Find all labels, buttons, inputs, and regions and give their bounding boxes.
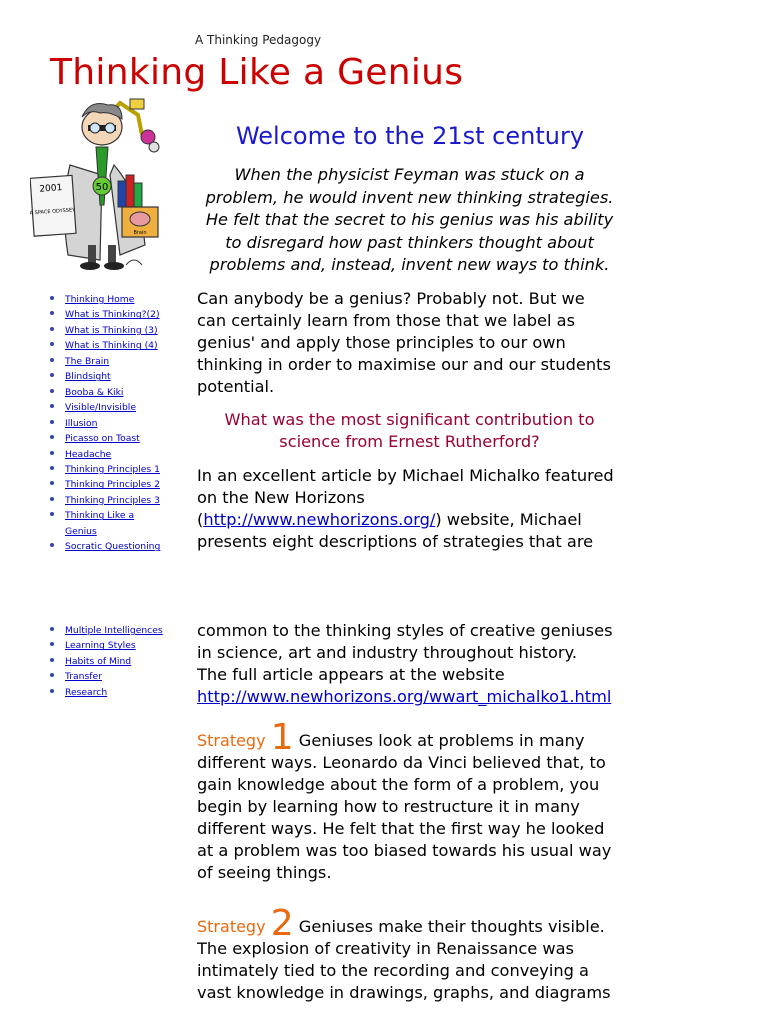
strategy-text: Geniuses make their thoughts visible. <box>293 917 605 936</box>
nav-item <box>50 508 160 539</box>
nav-link-transfer[interactable]: Transfer <box>65 671 102 683</box>
nav-link-what-is-thinking-3[interactable]: What is Thinking (3) <box>65 324 158 336</box>
paragraph-text: ) website, Michael <box>435 510 582 529</box>
sign-year: 2001 <box>39 183 63 195</box>
nav-item <box>50 416 160 431</box>
question-line: What was the most significant contribution to <box>224 410 595 429</box>
nav-list-primary <box>50 292 160 555</box>
strategy-line: different ways. Leonardo da Vinci believed that, to <box>197 753 606 772</box>
nav-link-thinking-like-a-genius-cont[interactable]: Genius <box>65 525 97 537</box>
strategy-text: Geniuses look at problems in many <box>293 731 585 750</box>
nav-link-what-is-thinking-4[interactable]: What is Thinking (4) <box>65 340 158 352</box>
nav-item <box>50 292 160 307</box>
nav-link-the-brain[interactable]: The Brain <box>65 355 110 367</box>
article-paragraph <box>197 620 632 708</box>
nav-item <box>50 623 163 638</box>
genius-cartoon-illustration <box>30 95 178 273</box>
michalko-paragraph <box>197 465 632 553</box>
bullet-icon <box>50 327 54 331</box>
nav-link-thinking-like-a-genius[interactable]: Thinking Like a <box>65 510 135 522</box>
nav-link-blindsight[interactable]: Blindsight <box>65 371 111 383</box>
strategy-label: Strategy <box>197 917 266 936</box>
question-line: science from Ernest Rutherford? <box>279 432 540 451</box>
intro-line: potential. <box>197 377 275 396</box>
nav-item <box>50 638 163 653</box>
intro-line: thinking in order to maximise our and our students <box>197 355 611 374</box>
quote-line: problem, he would invent new thinking strategies. <box>205 187 614 207</box>
nav-item <box>50 462 160 477</box>
newhorizons-link[interactable]: http://www.newhorizons.org/ <box>203 510 436 529</box>
nav-link-learning-styles[interactable]: Learning Styles <box>65 640 136 652</box>
nav-link-headache[interactable]: Headache <box>65 448 112 460</box>
quote-line: to disregard how past thinkers thought about <box>225 232 594 252</box>
strategy-line: The explosion of creativity in Renaissance was <box>197 939 574 958</box>
strategy-number: 1 <box>270 717 294 758</box>
nav-item <box>50 400 160 415</box>
badge-text: 50 <box>95 182 109 193</box>
nav-item <box>50 447 160 462</box>
bullet-icon <box>50 543 54 547</box>
strategy-label: Strategy <box>197 731 266 750</box>
strategy-line: intimately tied to the recording and conveying a <box>197 961 589 980</box>
rutherford-question <box>197 409 622 453</box>
paren-open: ( <box>197 510 204 529</box>
bullet-icon <box>50 342 54 346</box>
bullet-icon <box>50 389 54 393</box>
nav-item <box>50 539 160 554</box>
strategy-line: begin by learning how to restructure it in many <box>197 797 580 816</box>
nav-link-picasso-on-toast[interactable]: Picasso on Toast <box>65 433 140 445</box>
bullet-icon <box>50 658 54 662</box>
paragraph-line <box>197 509 632 531</box>
nav-link-research[interactable]: Research <box>65 686 108 698</box>
intro-line: can certainly learn from those that we label as <box>197 311 576 330</box>
bullet-icon <box>50 512 54 516</box>
quote-line: problems and, instead, invent new ways to think. <box>209 255 610 274</box>
nav-item <box>50 354 160 369</box>
bullet-icon <box>50 358 54 362</box>
paragraph-line: on the New Horizons <box>197 488 365 507</box>
nav-item <box>50 669 163 684</box>
bullet-icon <box>50 673 54 677</box>
bullet-icon <box>50 689 54 693</box>
bullet-icon <box>50 435 54 439</box>
nav-item <box>50 385 160 400</box>
bullet-icon <box>50 642 54 646</box>
strategy-2-section <box>197 903 632 1004</box>
bullet-icon <box>50 373 54 377</box>
feynman-quote <box>197 164 622 277</box>
quote-line: He felt that the secret to his genius was his ability <box>205 210 614 229</box>
nav-item <box>50 338 160 353</box>
nav-item <box>50 323 160 338</box>
strategy-first-line <box>197 903 632 944</box>
nav-item <box>50 685 163 700</box>
nav-item <box>50 307 160 322</box>
nav-link-habits-of-mind[interactable]: Habits of Mind <box>65 655 132 667</box>
strategy-line: different ways. He felt that the first way he looked <box>197 819 605 838</box>
nav-item <box>50 477 160 492</box>
nav-item <box>50 493 160 508</box>
strategy-line: at a problem was too biased towards his usual way <box>197 841 612 860</box>
bullet-icon <box>50 296 54 300</box>
bullet-icon <box>50 497 54 501</box>
paragraph-line: In an excellent article by Michael Michalko featured <box>197 466 614 485</box>
michalko-article-link[interactable]: http://www.newhorizons.org/wwart_michalko1.html <box>197 687 612 706</box>
sign-subtitle: A SPACE ODYSSEY <box>30 207 76 217</box>
strategy-first-line <box>197 717 632 758</box>
paragraph-line: in science, art and industry throughout history. <box>197 643 577 662</box>
bullet-icon <box>50 466 54 470</box>
paragraph-line: The full article appears at the website <box>197 665 505 684</box>
strategy-number: 2 <box>270 903 294 944</box>
page-kicker: A Thinking Pedagogy <box>195 33 322 47</box>
nav-link-visible-invisible[interactable]: Visible/Invisible <box>65 402 137 414</box>
bullet-icon <box>50 420 54 424</box>
intro-paragraph <box>197 288 632 398</box>
nav-link-thinking-home[interactable]: Thinking Home <box>65 294 135 305</box>
nav-link-booba-kiki[interactable]: Booba & Kiki <box>65 386 124 398</box>
strategy-1-section <box>197 717 632 884</box>
nav-link-thinking-principles-3[interactable]: Thinking Principles 3 <box>65 494 160 506</box>
nav-link-thinking-principles-1[interactable]: Thinking Principles 1 <box>65 463 160 475</box>
paragraph-line <box>197 686 632 708</box>
strategy-line: of seeing things. <box>197 863 332 882</box>
nav-list-secondary <box>50 623 163 700</box>
nav-item <box>50 369 160 384</box>
intro-line: Can anybody be a genius? Probably not. But we <box>197 289 585 308</box>
strategy-line: gain knowledge about the form of a problem, you <box>197 775 600 794</box>
nav-link-thinking-principles-2[interactable]: Thinking Principles 2 <box>65 479 160 491</box>
welcome-heading: Welcome to the 21st century <box>235 122 585 150</box>
bullet-icon <box>50 404 54 408</box>
nav-item <box>50 431 160 446</box>
bullet-icon <box>50 481 54 485</box>
intro-line: genius' and apply those principles to our own <box>197 333 566 352</box>
bullet-icon <box>50 627 54 631</box>
nav-link-multiple-intelligences[interactable]: Multiple Intelligences <box>65 625 163 636</box>
bullet-icon <box>50 311 54 315</box>
box-label: Brain <box>133 230 147 236</box>
nav-item <box>50 654 163 669</box>
nav-link-illusion[interactable]: Illusion <box>65 417 98 429</box>
paragraph-line: presents eight descriptions of strategies that are <box>197 532 594 551</box>
paragraph-line: common to the thinking styles of creative geniuses <box>197 621 613 640</box>
page-title: Thinking Like a Genius <box>50 52 464 93</box>
quote-line: When the physicist Feyman was stuck on a <box>234 165 585 184</box>
nav-link-what-is-thinking-2[interactable]: What is Thinking?(2) <box>65 309 160 321</box>
strategy-line: vast knowledge in drawings, graphs, and diagrams <box>197 983 611 1002</box>
nav-link-socratic-questioning[interactable]: Socratic Questioning <box>65 541 161 553</box>
bullet-icon <box>50 451 54 455</box>
